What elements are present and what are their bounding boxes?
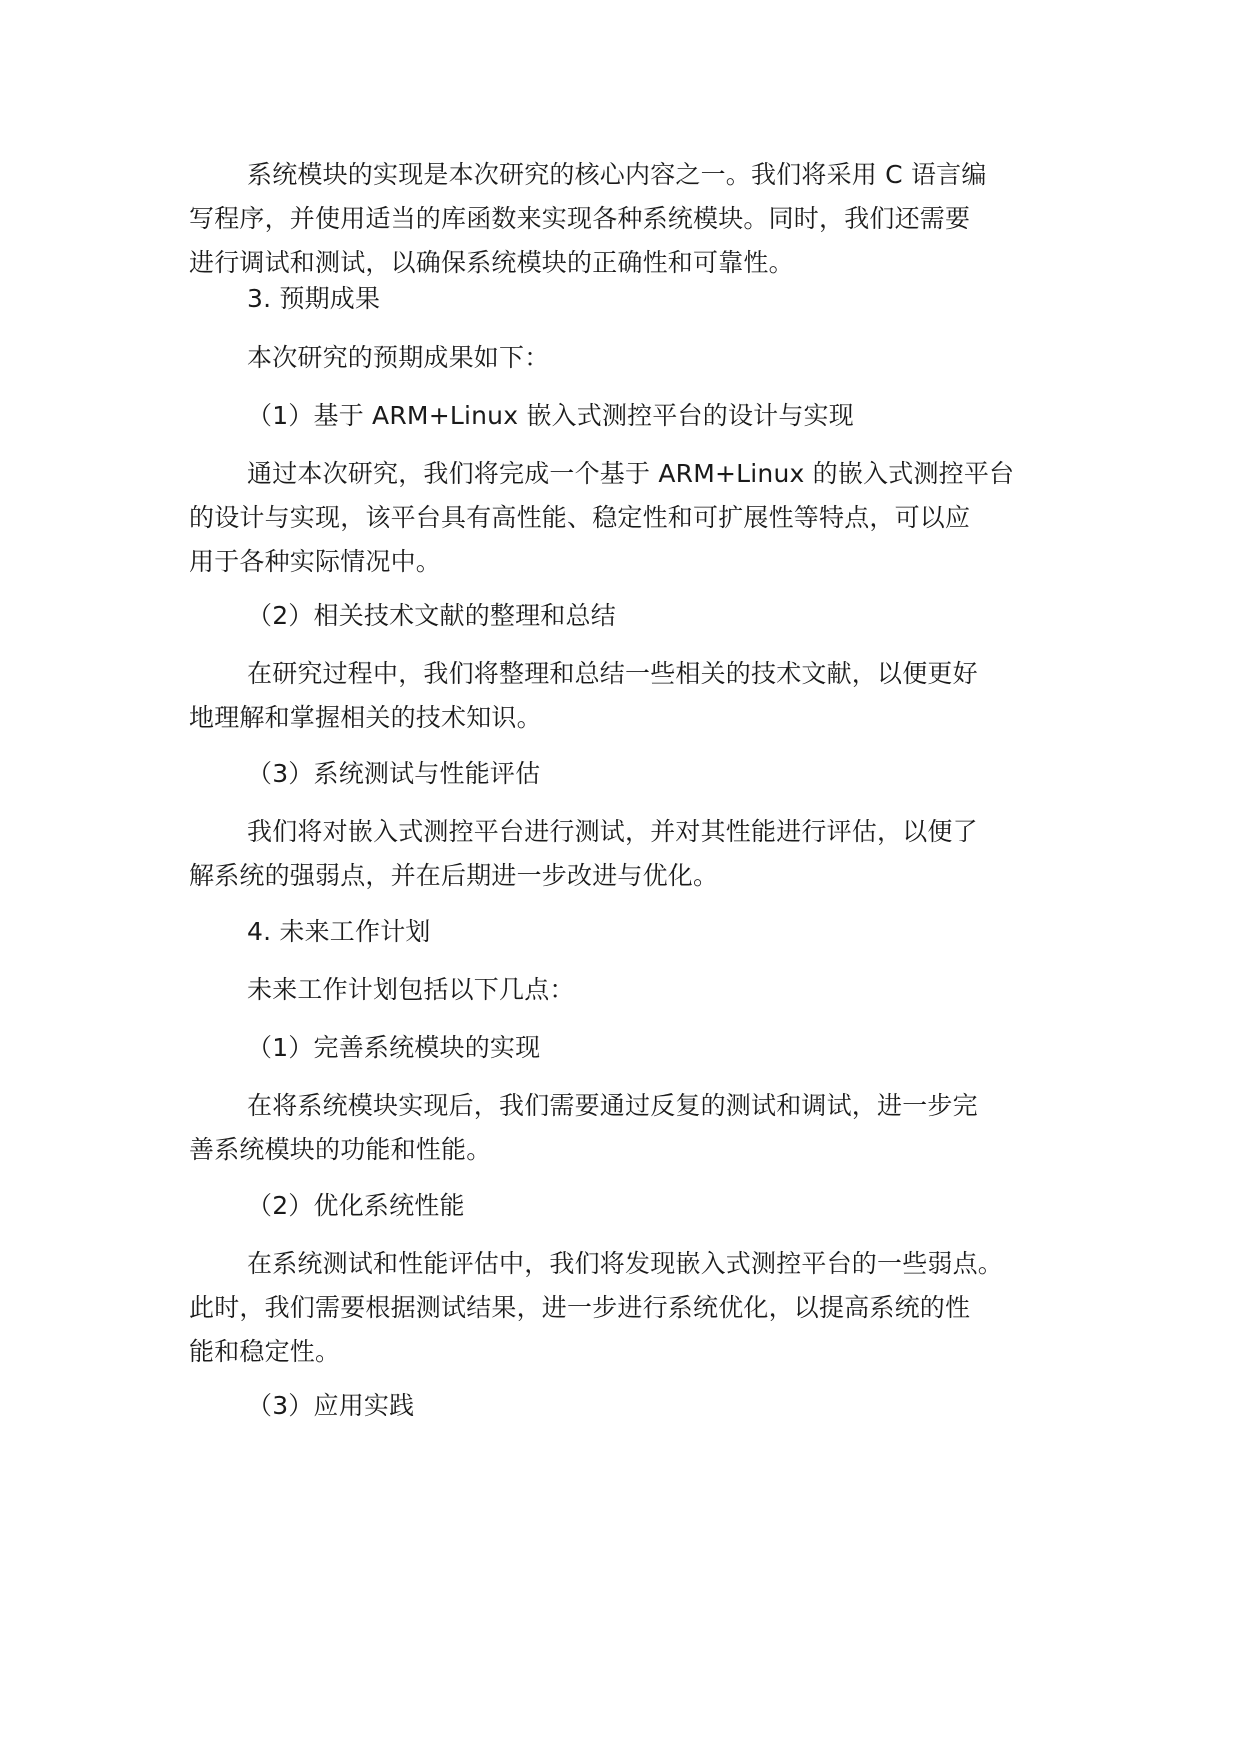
paragraph-results-intro [189,336,1069,380]
text-line: 地理解和掌握相关的技术知识。 [189,703,542,732]
paragraph-optimize [189,1242,1069,1374]
text-line: 在将系统模块实现后，我们需要通过反复的测试和调试，进一步完 [247,1091,978,1120]
text-line: （2）优化系统性能 [247,1191,465,1220]
text-line: 善系统模块的功能和性能。 [189,1135,492,1164]
paragraph-improve-modules [189,1084,1069,1172]
paragraph-literature [189,652,1069,740]
section-heading-expected-results [189,277,1069,321]
text-line: 通过本次研究，我们将完成一个基于 ARM+Linux 的嵌入式测控平台 [247,459,1015,488]
list-item-heading [189,594,1069,638]
text-line: （1）完善系统模块的实现 [247,1033,541,1062]
text-line: 我们将对嵌入式测控平台进行测试，并对其性能进行评估，以便了 [247,817,978,846]
paragraph-platform-design [189,452,1069,584]
text-line: （1）基于 ARM+Linux 嵌入式测控平台的设计与实现 [247,401,854,430]
text-line: 系统模块的实现是本次研究的核心内容之一。我们将采用 C 语言编 [247,160,987,189]
text-line: 3. 预期成果 [247,284,381,313]
text-line: 解系统的强弱点，并在后期进一步改进与优化。 [189,861,719,890]
text-line: 未来工作计划包括以下几点： [247,975,575,1004]
paragraph-system-module [189,153,1069,285]
paragraph-future-intro [189,968,1069,1012]
list-item-heading [189,1184,1069,1228]
text-line: 此时，我们需要根据测试结果，进一步进行系统优化，以提高系统的性 [189,1293,971,1322]
text-line: （2）相关技术文献的整理和总结 [247,601,616,630]
list-item-heading [189,1026,1069,1070]
text-line: 进行调试和测试，以确保系统模块的正确性和可靠性。 [189,248,794,277]
text-line: （3）应用实践 [247,1391,415,1420]
text-line: 本次研究的预期成果如下： [247,343,550,372]
text-line: 能和稳定性。 [189,1337,341,1366]
text-line: 在系统测试和性能评估中，我们将发现嵌入式测控平台的一些弱点。 [247,1249,1004,1278]
list-item-heading [189,1384,1069,1428]
section-heading-future-work [189,910,1069,954]
text-line: 用于各种实际情况中。 [189,547,442,576]
list-item-heading [189,752,1069,796]
paragraph-testing [189,810,1069,898]
text-line: 4. 未来工作计划 [247,917,431,946]
text-line: 的设计与实现，该平台具有高性能、稳定性和可扩展性等特点，可以应 [189,503,971,532]
text-line: 写程序，并使用适当的库函数来实现各种系统模块。同时，我们还需要 [189,204,971,233]
text-line: 在研究过程中，我们将整理和总结一些相关的技术文献，以便更好 [247,659,978,688]
list-item-heading [189,394,1069,438]
text-line: （3）系统测试与性能评估 [247,759,541,788]
